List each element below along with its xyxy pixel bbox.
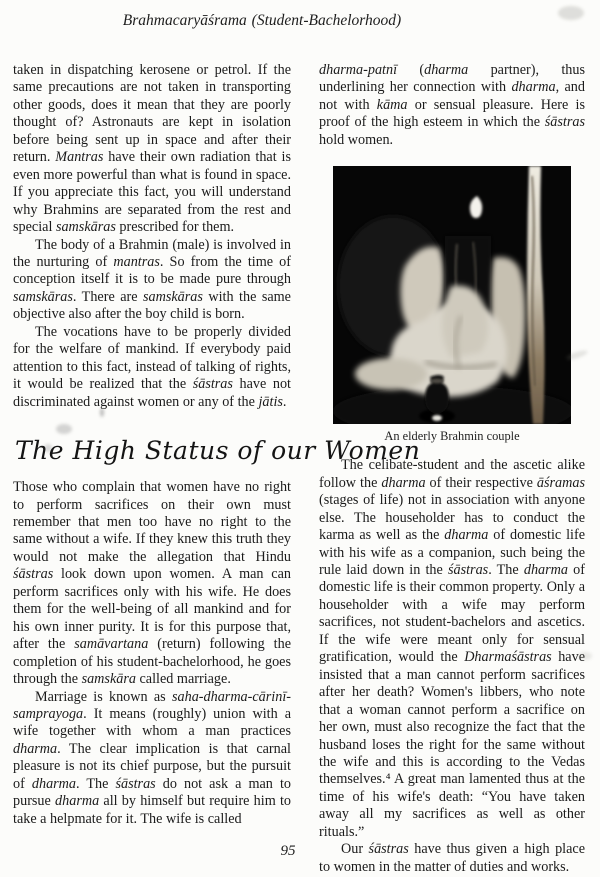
left-column bbox=[13, 62, 421, 828]
paragraph: The body of a Brahmin (male) is involved in the nurturing of mantras. So from the time of conception itself it is to be made pure through samskāras. There are samskāras with the same objective also after the boy child is born. bbox=[13, 236, 292, 323]
scan-smudge bbox=[558, 6, 584, 20]
section-heading: The High Status of our Women bbox=[15, 436, 421, 466]
photo-caption: An elderly Brahmin couple bbox=[384, 429, 520, 444]
photo-illustration bbox=[333, 166, 571, 424]
running-head: Brahmacaryāśrama (Student-Bachelorhood) bbox=[122, 12, 402, 29]
photo-figure bbox=[333, 166, 571, 444]
cloth-fold bbox=[355, 358, 427, 390]
paragraph: Our śāstras have thus given a high place to women in the matter of duties and works. bbox=[319, 841, 585, 875]
paragraph: The vocations have to be properly divided for the welfare of mankind. If everybody paid attention to this fact, instead of talking of rights, it would be realized that the śāstras have not discriminated against women or any of the jātis. bbox=[13, 323, 291, 410]
paragraph: Marriage is known as saha-dharma-cārinī-samprayoga. It means (roughly) union with a wife together with whom a man practices dharma. The clear implication is that carnal pleasure is not its chief purpose, but the pursuit of dharma. The śāstras do not ask a man to pursue dharma all by himself but require him to take a helpmate for it. The wife is called bbox=[13, 688, 291, 827]
paragraph: taken in dispatching kerosene or petrol. If the same precautions are not taken in transporting other goods, does it mean that they are poorly thought of? Astronauts are kept in isolation before being sent up in space and after their return. Mantras have their own radiation that is even more powerful than what is found in space. If you appreciate this fact, you will understand why Brahmins are separated from the rest and special samskāras prescribed for them. bbox=[13, 62, 291, 236]
pot-highlight bbox=[432, 415, 442, 421]
page-number: 95 bbox=[280, 843, 296, 859]
paragraph: dharma-patnī (dharma partner), thus underlining her connection with dharma, and not with kāma or sensual pleasure. Here is proof of the high esteem in which the śāstras hold women. bbox=[319, 62, 585, 148]
brahmin-couple-photo bbox=[333, 166, 571, 424]
right-column bbox=[319, 62, 585, 876]
paragraph: The celibate-student and the ascetic alike follow the dharma of their respective āśramas (stages of life) not in association with anyone else. The householder has to conduct the karma as well as the dharma of domestic life with his wife as a companion, such being the rule laid down in the śāstras. The dharma of domestic life is their common property. Only a householder with a wife may perform sacrifices, not student-bachelors and ascetics. If the wife were meant only for sensual gratification, would the Dharmaśāstras have insisted that a man cannot perform sacrifices after her death? Women's libbers, who note that a woman cannot perform a sacrifice on her own, must also recognize the fact that the husband loses the right for the same without the wife and this is according to the Vedas themselves.⁴ A great man lamented thus at the time of his wife's death: “You have taken away all my sacrifices as well as other rituals.” bbox=[319, 457, 585, 840]
paragraph: Those who complain that women have no right to perform sacrifices on their own must remember that men too have no right to the same without a wife. If they knew this truth they would not make the allegation that Hindu śāstras look down upon women. A man can perform sacrifices only with his wife. He does them for the well-being of all mankind and for his own inner purity. It is for this purpose that, after the samāvartana (return) following the completion of his student-bachelorhood, he goes through the samskāra called marriage. bbox=[13, 479, 291, 688]
